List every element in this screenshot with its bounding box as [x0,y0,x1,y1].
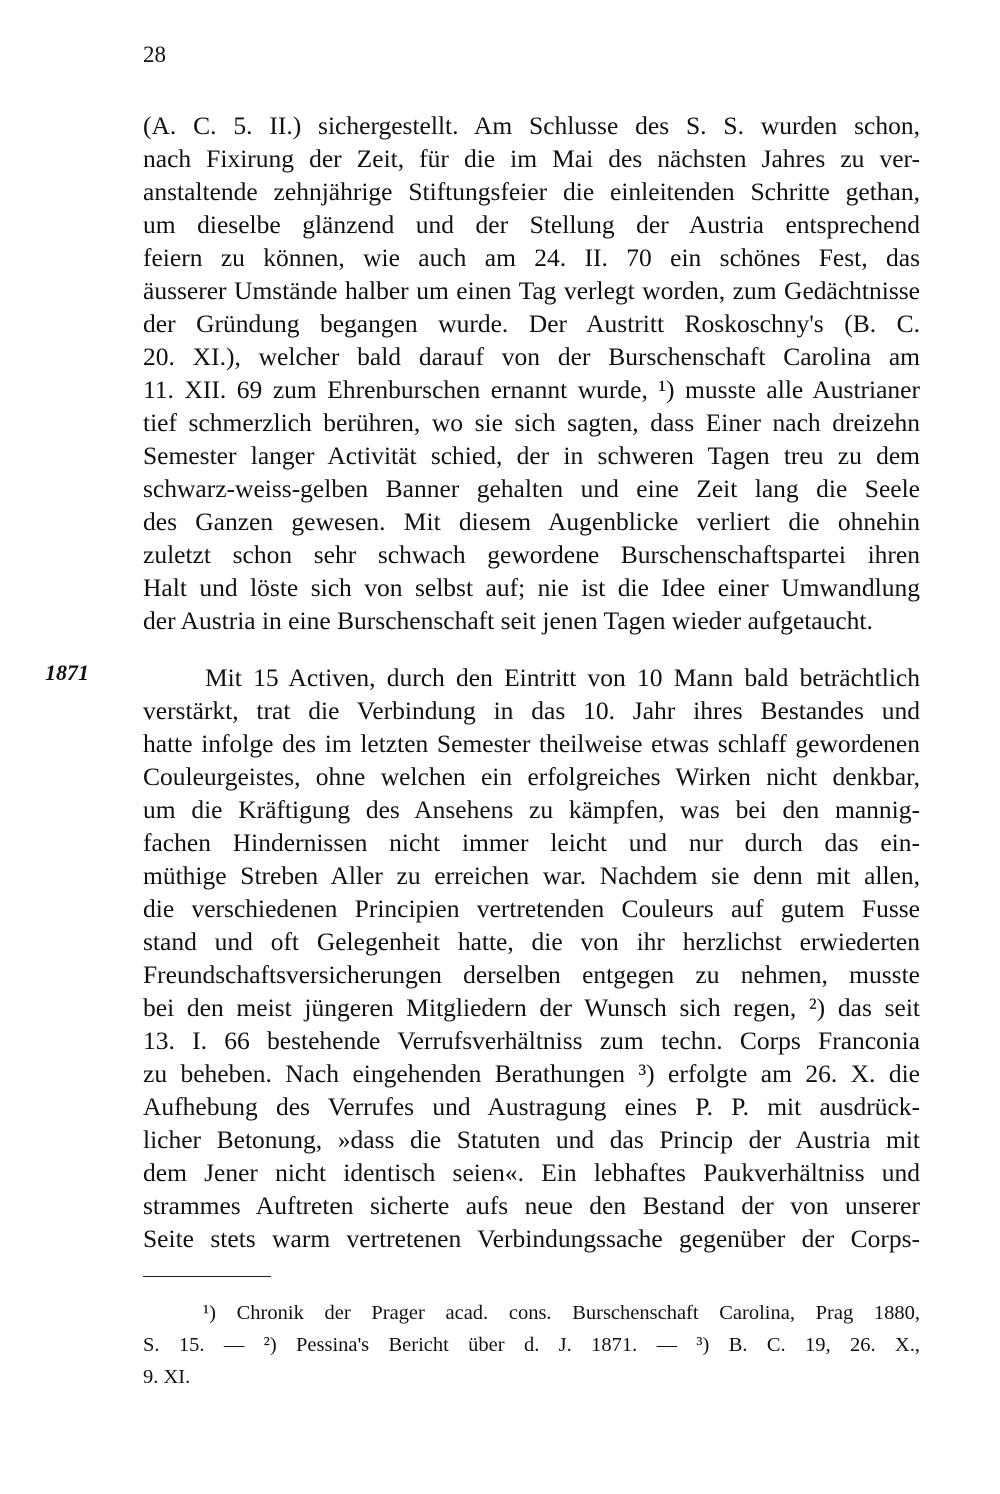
text-line: Mit 15 Activen, durch den Eintritt von 10 Mann bald beträchtlich [205,663,920,692]
footnote-line: ¹) Chronik der Prager acad. cons. Burschenschaft Carolina, Prag 1880, [203,1302,920,1324]
text-line: fachen Hindernissen nicht immer leicht und nur durch das ein- [143,828,920,857]
text-line: dem Jener nicht identisch seien«. Ein lebhaftes Paukverhältniss und [143,1158,920,1187]
footnote-line: 9. XI. [143,1366,191,1388]
text-line: äusserer Umstände halber um einen Tag verlegt worden, zum Gedächtnisse [143,276,920,305]
text-line: stand und oft Gelegenheit hatte, die von ihr herzlichst erwiederten [143,927,920,956]
text-line: der Gründung begangen wurde. Der Austritt Roskoschny's (B. C. [143,309,920,338]
text-line: Seite stets warm vertretenen Verbindungssache gegenüber der Corps- [143,1224,920,1253]
text-line: der Austria in eine Burschenschaft seit jenen Tagen wieder aufgetaucht. [143,606,873,635]
text-line: die verschiedenen Principien vertretenden Couleurs auf gutem Fusse [143,894,920,923]
text-line: Semester langer Activität schied, der in schweren Tagen treu zu dem [143,441,920,470]
text-line: 20. XI.), welcher bald darauf von der Burschenschaft Carolina am [143,342,920,371]
text-line: nach Fixirung der Zeit, für die im Mai des nächsten Jahres zu ver- [143,144,920,173]
text-line: verstärkt, trat die Verbindung in das 10. Jahr ihres Bestandes und [143,696,920,725]
text-line: zuletzt schon sehr schwach gewordene Burschenschaftspartei ihren [143,540,920,569]
text-line: schwarz-weiss-gelben Banner gehalten und eine Zeit lang die Seele [143,474,920,503]
text-line: tief schmerzlich berühren, wo sie sich sagten, dass Einer nach dreizehn [143,408,920,437]
text-line: strammes Auftreten sicherte aufs neue den Bestand der von unserer [143,1191,920,1220]
text-line: um die Kräftigung des Ansehens zu kämpfen, was bei den mannig- [143,795,920,824]
text-line: licher Betonung, »dass die Statuten und das Princip der Austria mit [143,1125,920,1154]
text-line: (A. C. 5. II.) sichergestellt. Am Schlusse des S. S. wurden schon, [143,111,920,140]
text-line: um dieselbe glänzend und der Stellung der Austria entsprechend [143,210,920,239]
text-line: des Ganzen gewesen. Mit diesem Augenblicke verliert die ohnehin [143,507,920,536]
text-line: feiern zu können, wie auch am 24. II. 70 ein schönes Fest, das [143,243,920,272]
footnote-divider [143,1276,271,1277]
text-line: Halt und löste sich von selbst auf; nie ist die Idee einer Umwandlung [143,573,920,602]
text-line: Freundschaftsversicherungen derselben entgegen zu nehmen, musste [143,960,920,989]
text-line: bei den meist jüngeren Mitgliedern der Wunsch sich regen, ²) das seit [143,993,920,1022]
footnote-line: S. 15. — ²) Pessina's Bericht über d. J. 1871. — ³) B. C. 19, 26. X., [143,1334,920,1356]
text-line: zu beheben. Nach eingehenden Berathungen ³) erfolgte am 26. X. die [143,1059,920,1088]
text-line: hatte infolge des im letzten Semester theilweise etwas schlaff gewordenen [143,729,920,758]
text-line: Couleurgeistes, ohne welchen ein erfolgreiches Wirken nicht denkbar, [143,762,920,791]
text-line: 13. I. 66 bestehende Verrufsverhältniss zum techn. Corps Franconia [143,1026,920,1055]
text-line: müthige Streben Aller zu erreichen war. Nachdem sie denn mit allen, [143,861,920,890]
page-number: 28 [143,42,166,67]
text-line: Aufhebung des Verrufes und Austragung eines P. P. mit ausdrück- [143,1092,920,1121]
text-line: anstaltende zehnjährige Stiftungsfeier die einleitenden Schritte gethan, [143,177,920,206]
text-line: 11. XII. 69 zum Ehrenburschen ernannt wurde, ¹) musste alle Austrianer [143,375,920,404]
margin-year-note: 1871 [45,660,89,685]
